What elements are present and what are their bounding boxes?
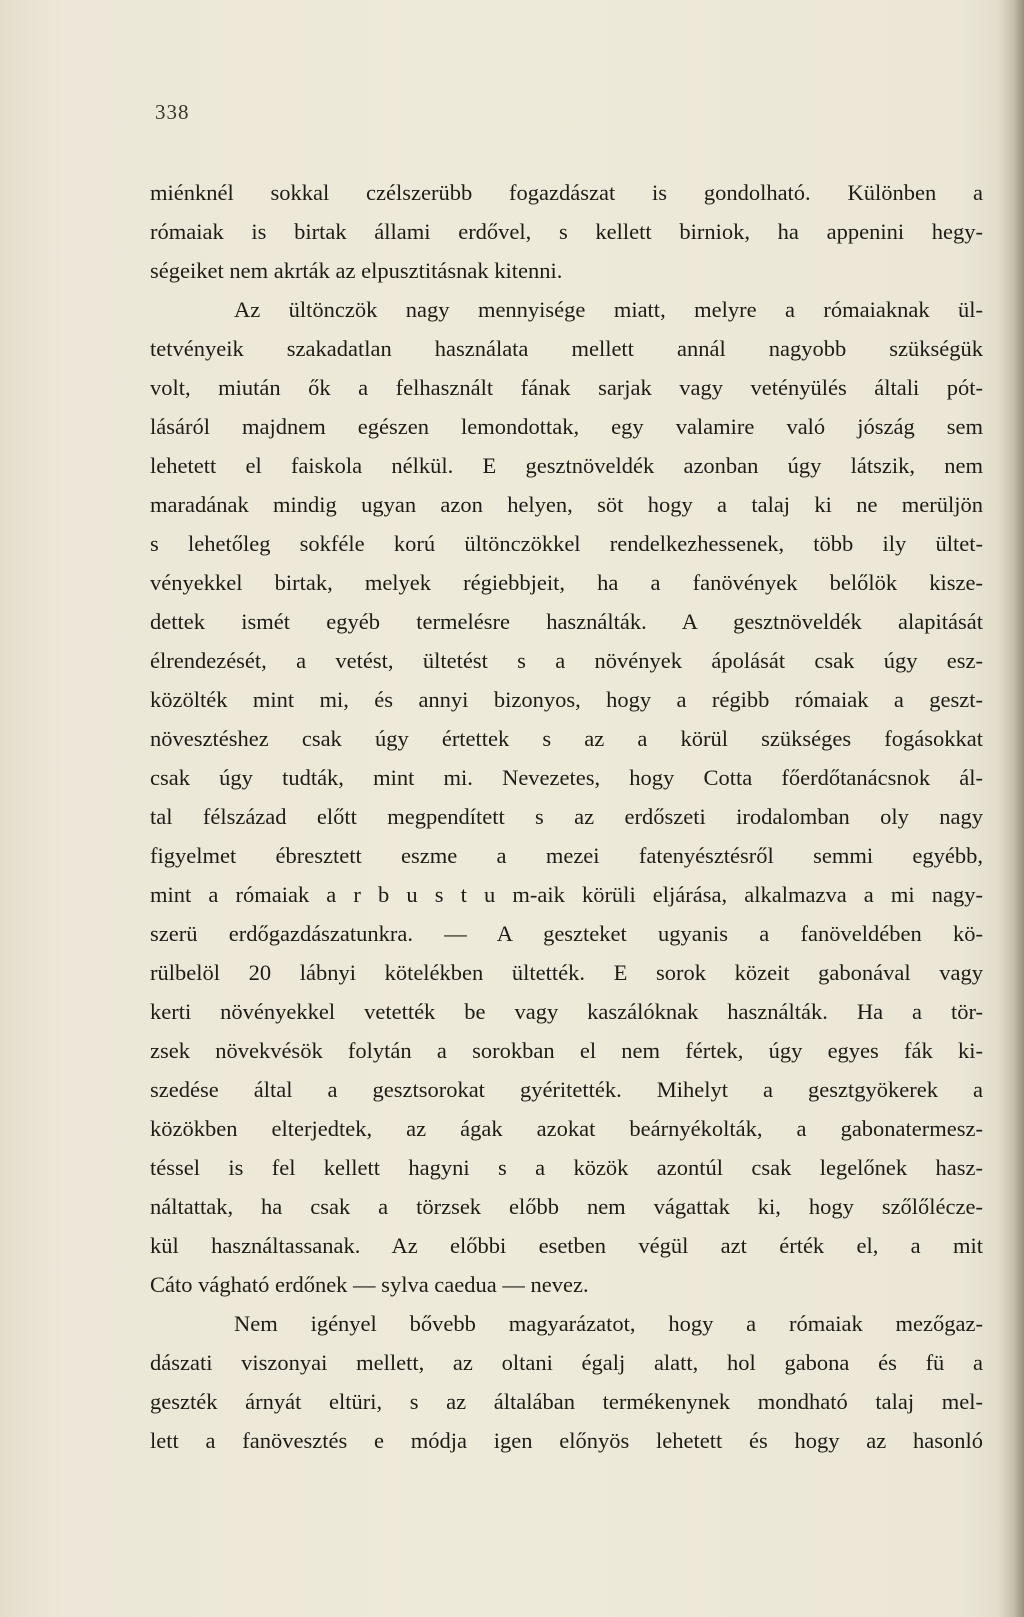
- text-line: dászati viszonyai mellett, az oltani égalj alatt, hol gabona és fü a: [150, 1350, 983, 1375]
- text-line: náltattak, ha csak a törzsek előbb nem vágattak ki, hogy szőlőlécze-: [150, 1194, 983, 1219]
- paragraph: [150, 173, 983, 290]
- text-line: kerti növényekkel vetették be vagy kaszálóknak használták. Ha a tör-: [150, 999, 983, 1024]
- text-line: tetvényeik szakadatlan használata mellett annál nagyobb szükségük: [150, 336, 983, 361]
- text-line: vényekkel birtak, melyek régiebbjeit, ha a fanövények belőlök kisze-: [150, 570, 983, 595]
- text-line: szerü erdőgazdászatunkra. — A geszteket ugyanis a fanöveldében kö-: [150, 921, 983, 946]
- text-line: figyelmet ébresztett eszme a mezei fatenyésztésről semmi egyébb,: [150, 843, 983, 868]
- text-line: téssel is fel kellett hagyni s a közök azontúl csak legelőnek hasz-: [150, 1155, 983, 1180]
- text-line: Cáto vágható erdőnek — sylva caedua — nevez.: [150, 1272, 589, 1297]
- text-line: közölték mint mi, és annyi bizonyos, hogy a régibb rómaiak a geszt-: [150, 687, 983, 712]
- text-line: lásáról majdnem egészen lemondottak, egy valamire való jószág sem: [150, 414, 983, 439]
- text-line: ségeiket nem akrták az elpusztitásnak kitenni.: [150, 258, 563, 283]
- text-line: lett a fanövesztés e módja igen előnyös lehetett és hogy az hasonló: [150, 1428, 983, 1453]
- text-line: növesztéshez csak úgy értettek s az a körül szükséges fogásokkat: [150, 726, 983, 751]
- text-line: volt, miután ők a felhasznált fának sarjak vagy vetényülés általi pót-: [150, 375, 983, 400]
- text-line: lehetett el faiskola nélkül. E gesztnöveldék azonban úgy látszik, nem: [150, 453, 983, 478]
- text-line: miénknél sokkal czélszerübb fogazdászat is gondolható. Különben a: [150, 180, 983, 205]
- body-text: [150, 173, 983, 1460]
- text-line: dettek ismét egyéb termelésre használták. A gesztnöveldék alapitását: [150, 609, 983, 634]
- text-line: csak úgy tudták, mint mi. Nevezetes, hogy Cotta főerdőtanácsnok ál-: [150, 765, 983, 790]
- text-line: geszték árnyát eltüri, s az általában termékenynek mondható talaj mel-: [150, 1389, 983, 1414]
- text-line: zsek növekvésök folytán a sorokban el nem fértek, úgy egyes fák ki-: [150, 1038, 983, 1063]
- text-line: élrendezését, a vetést, ültetést s a növények ápolását csak úgy esz-: [150, 648, 983, 673]
- text-line: rómaiak is birtak állami erdővel, s kellett birniok, ha appenini hegy-: [150, 219, 983, 244]
- text-line: maradának mindig ugyan azon helyen, söt hogy a talaj ki ne merüljön: [150, 492, 983, 517]
- text-line: kül használtassanak. Az előbbi esetben végül azt érték el, a mit: [150, 1233, 983, 1258]
- text-line: Nem igényel bővebb magyarázatot, hogy a rómaiak mezőgaz-: [234, 1311, 983, 1336]
- page-number: 338: [155, 100, 190, 124]
- text-line: rülbelöl 20 lábnyi kötelékben ültették. E sorok közeit gabonával vagy: [150, 960, 983, 985]
- text-line: tal félszázad előtt megpendített s az erdőszeti irodalomban oly nagy: [150, 804, 983, 829]
- text-line: Az ültönczök nagy mennyisége miatt, melyre a rómaiaknak ül-: [234, 297, 983, 322]
- text-line: szedése által a gesztsorokat gyéritették. Mihelyt a gesztgyökerek a: [150, 1077, 983, 1102]
- text-line: s lehetőleg sokféle korú ültönczökkel rendelkezhessenek, több ily ültet-: [150, 531, 983, 556]
- text-line: mint a rómaiak a r b u s t u m-aik körüli eljárása, alkalmazva a mi nagy-: [150, 882, 983, 907]
- text-line: közökben elterjedtek, az ágak azokat beárnyékolták, a gabonatermesz-: [150, 1116, 983, 1141]
- paragraph: [150, 290, 983, 1304]
- paragraph: [150, 1304, 983, 1460]
